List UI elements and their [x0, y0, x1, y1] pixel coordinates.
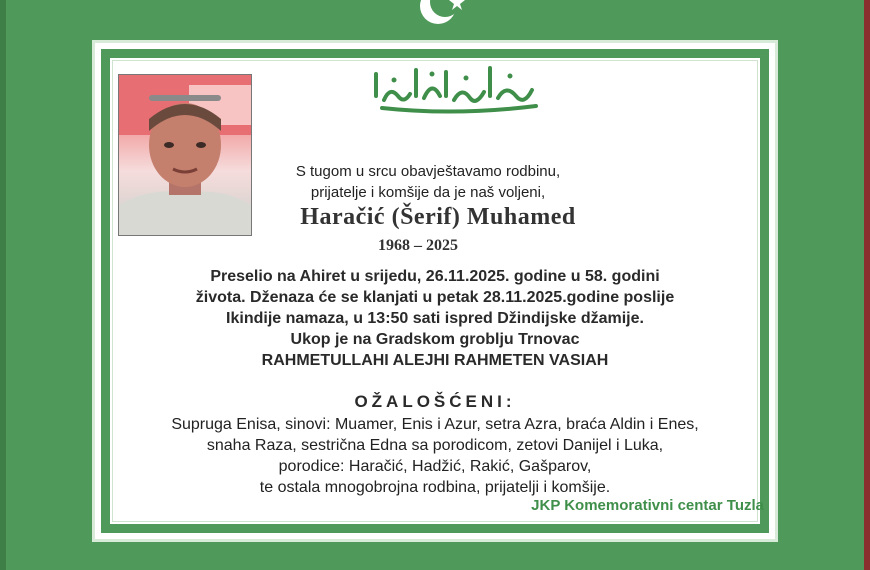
announcement-line: Ukop je na Gradskom groblju Trnovac [290, 331, 580, 348]
announcement-line: Preselio na Ahiret u srijedu, 26.11.2025. godine u 58. godini [210, 268, 660, 285]
mourners-title: OŽALOŠĆENI: [354, 392, 516, 411]
mourners-line: snaha Raza, sestrična Edna sa porodicom, zetovi Danijel i Luka, [206, 437, 664, 454]
mourners-line: porodice: Haračić, Hadžić, Rakić, Gašparov, [278, 458, 592, 475]
publisher-name: JKP Komemorativni centar Tuzla [531, 497, 764, 514]
announcement-line: Ikindije namaza, u 13:50 sati ispred Džindijske džamije. [226, 310, 644, 327]
arabic-calligraphy-icon [366, 56, 546, 116]
notice-content [98, 46, 772, 536]
mourners-line: te ostala mnogobrojna rodbina, prijatelji i komšije. [259, 479, 611, 496]
intro-text [248, 161, 608, 203]
mourners-list [108, 414, 762, 498]
announcement-text [128, 266, 742, 371]
deceased-name: Haračić (Šerif) Muhamed [300, 204, 576, 230]
left-edge-shade [0, 0, 6, 570]
intro-line: prijatelje i komšije da je naš voljeni, [310, 184, 546, 201]
announcement-line: života. Dženaza će se klanjati u petak 28.11.2025.godine poslije [195, 289, 675, 306]
mourners-line: Supruga Enisa, sinovi: Muamer, Enis i Azur, setra Azra, braća Aldin i Enes, [171, 416, 699, 433]
deceased-years: 1968 – 2025 [378, 237, 458, 254]
deceased-photo [118, 74, 252, 236]
crescent-star-icon [410, 0, 480, 34]
announcement-line: RAHMETULLAHI ALEJHI RAHMETEN VASIAH [261, 352, 609, 369]
intro-line: S tugom u srcu obavještavamo rodbinu, [295, 163, 561, 180]
right-edge-shade [864, 0, 870, 570]
